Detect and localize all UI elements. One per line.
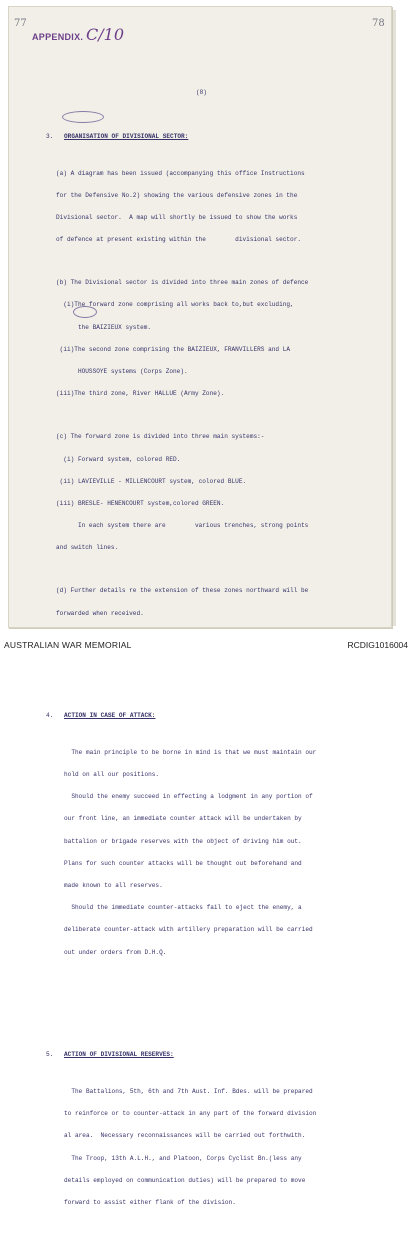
text-line: hold on all our positions. (64, 771, 160, 779)
text-line: forwarded when received. (56, 609, 144, 617)
section-lines (56, 155, 390, 632)
spacer (56, 412, 390, 418)
text-line: al area. Necessary reconnaissances will be carried out forthwith. (64, 1132, 306, 1140)
corner-folio-left: 77 (14, 18, 27, 29)
section-title: ORGANISATION OF DIVISIONAL SECTOR: (64, 132, 189, 140)
archive-footer (0, 636, 414, 654)
text-line: the BAIZIEUX system. (56, 323, 152, 331)
text-line: HOUSSOYE systems (Corps Zone). (56, 368, 188, 376)
text-line: our front line, an immediate counter attack will be undertaken by (64, 815, 302, 823)
section-heading (34, 1051, 390, 1058)
text-line: and switch lines. (56, 544, 119, 552)
spacer (34, 669, 390, 675)
text-line: to reinforce or to counter-attack in any part of the forward division (64, 1110, 317, 1118)
section-title: ACTION IN CASE OF ATTACK: (64, 711, 156, 719)
text-line: (d) Further details re the extension of these zones northward will be (56, 587, 309, 595)
text-line: made known to all reserves. (64, 882, 163, 890)
document-body (34, 103, 390, 1243)
page-number: (8) (196, 89, 207, 96)
text-line: forward to assist either flank of the division. (64, 1198, 236, 1206)
section-5 (34, 1036, 390, 1236)
section-heading (34, 712, 390, 719)
text-line: of defence at present existing within the divisional sector. (56, 236, 302, 244)
spacer (34, 1008, 390, 1014)
text-line: (i)The forward zone comprising all works back to,but excluding, (56, 301, 294, 309)
text-line: Should the immediate counter-attacks fail to eject the enemy, a (64, 904, 302, 912)
appendix-label: APPENDIX. (32, 32, 84, 42)
text-line: (iii) BRESLE- HENENCOURT system,colored GREEN. (56, 499, 225, 507)
text-line: Plans for such counter attacks will be thought out beforehand and (64, 859, 302, 867)
spacer (56, 258, 390, 264)
text-line: (i) Forward system, colored RED. (56, 455, 181, 463)
text-line: The main principle to be borne in mind is that we must maintain our (64, 748, 317, 756)
text-line: (a) A diagram has been issued (accompanying this office Instructions (56, 169, 305, 177)
section-number: 3. (46, 132, 54, 140)
text-line: deliberate counter-attack with artillery preparation will be carried (64, 926, 313, 934)
section-lines (64, 734, 390, 971)
text-line: battalion or brigade reserves with the object of driving him out. (64, 837, 302, 845)
footer-institution: AUSTRALIAN WAR MEMORIAL (4, 640, 132, 650)
text-line: (c) The forward zone is divided into three main systems:- (56, 433, 265, 441)
text-line: details employed on communication duties) will be prepared to move (64, 1176, 306, 1184)
spacer (56, 567, 390, 573)
corner-folio-right: 78 (372, 18, 385, 29)
text-line: for the Defensive No.2) showing the various defensive zones in the (56, 191, 298, 199)
footer-record-id: RCDIG1016004 (347, 640, 408, 650)
text-line: (iii)The third zone, River HALLUE (Army Zone). (56, 390, 225, 398)
text-line: (b) The Divisional sector is divided into three main zones of defence (56, 279, 309, 287)
section-title: ACTION OF DIVISIONAL RESERVES: (64, 1050, 174, 1058)
text-line: Divisional sector. A map will shortly be issued to show the works (56, 214, 298, 222)
text-line: (ii) LAVIEVILLE - MILLENCOURT system, colored BLUE. (56, 477, 247, 485)
section-number: 4. (46, 711, 54, 719)
section-4 (34, 697, 390, 986)
section-number: 5. (46, 1050, 54, 1058)
section-lines (64, 1073, 390, 1221)
text-line: The Battalions, 5th, 6th and 7th Aust. Inf. Bdes. will be prepared (64, 1087, 313, 1095)
text-line: In each system there are various trenches, strong points (56, 522, 309, 530)
section-3 (34, 118, 390, 647)
section-heading (34, 133, 390, 140)
text-line: The Troop, 13th A.L.H., and Platoon, Corps Cyclist Bn.(less any (64, 1154, 302, 1162)
text-line: out under orders from D.H.Q. (64, 948, 167, 956)
appendix-handwritten-number: C/10 (86, 25, 124, 44)
text-line: (ii)The second zone comprising the BAIZIEUX, FRANVILLERS and LA (56, 345, 291, 353)
text-line: Should the enemy succeed in effecting a lodgment in any portion of (64, 793, 313, 801)
